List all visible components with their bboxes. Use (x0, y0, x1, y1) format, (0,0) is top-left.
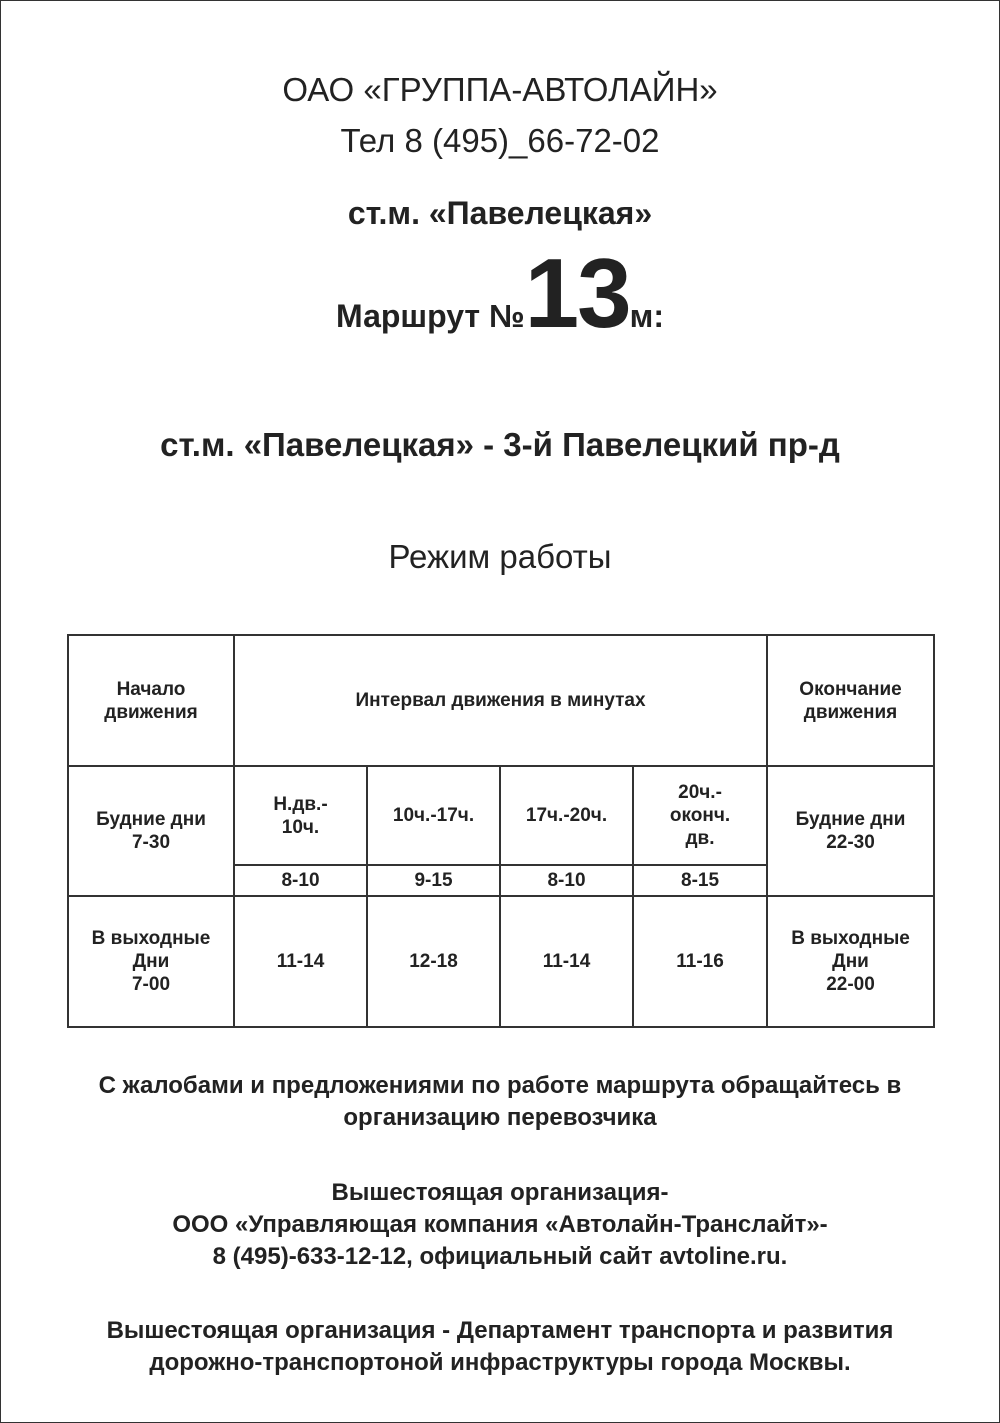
weekday-end-line: 22-30 (826, 832, 875, 853)
period-line: дв. (685, 828, 715, 849)
weekend-end-line: В выходные (791, 928, 910, 949)
company-phone: Тел 8 (495)_66-72-02 (340, 122, 660, 159)
weekend-row (68, 896, 934, 1027)
route-number: 13 (524, 238, 630, 348)
notice-line: 8 (495)-633-12-12, официальный сайт avtoline.ru. (212, 1243, 788, 1270)
period-cell (633, 766, 767, 865)
weekend-start-cell (68, 896, 234, 1027)
weekend-interval-cell: 11-14 (234, 896, 367, 1027)
metro-station: ст.м. «Павелецкая» (347, 195, 653, 231)
interval-header-cell: Интервал движения в минутах (234, 635, 767, 766)
weekday-interval-cell: 8-10 (234, 865, 367, 896)
weekday-interval-cell: 9-15 (367, 865, 500, 896)
notice-line: Вышестоящая организация- (331, 1179, 669, 1206)
company-name: ОАО «ГРУППА-АВТОЛАЙН» (282, 71, 718, 108)
weekday-start-line: Будние дни (96, 809, 206, 830)
route-heading (0, 238, 1000, 348)
complaints-notice (0, 1070, 1000, 1134)
period-line: 10ч. (281, 816, 320, 838)
department-notice (0, 1315, 1000, 1379)
weekday-end-cell (767, 766, 934, 896)
weekday-start-line: 7-30 (131, 832, 171, 853)
end-header-cell (767, 635, 934, 766)
period-line: 20ч.- (678, 782, 722, 803)
period-cell (234, 766, 367, 865)
weekday-start-cell (68, 766, 234, 896)
notice-line: дорожно-транспортоной инфраструктуры города Москвы. (149, 1349, 851, 1376)
weekend-start-line: 7-00 (131, 974, 171, 995)
start-header-line: Начало (116, 678, 186, 700)
notice-line: организацию перевозчика (343, 1104, 657, 1131)
weekday-end-line: Будние дни (795, 809, 906, 830)
notice-line: ООО «Управляющая компания «Автолайн-Транслайт»- (172, 1211, 828, 1238)
schedule-title: Режим работы (388, 538, 612, 575)
end-header-line: движения (803, 701, 898, 723)
weekend-end-cell (767, 896, 934, 1027)
schedule-table (67, 634, 935, 1028)
weekend-start-line: Дни (132, 951, 170, 972)
route-description: ст.м. «Павелецкая» - 3-й Павелецкий пр-д (160, 426, 840, 463)
route-label: Маршрут № (336, 298, 525, 334)
weekend-interval-cell: 11-14 (500, 896, 633, 1027)
weekend-end-line: 22-00 (826, 974, 875, 995)
superior-organization-notice (0, 1177, 1000, 1273)
weekend-end-line: Дни (832, 951, 869, 972)
period-cell (367, 766, 500, 865)
notice-line: Вышестоящая организация - Департамент транспорта и развития (106, 1317, 894, 1344)
start-header-line: движения (104, 701, 198, 723)
weekday-interval-cell: 8-10 (500, 865, 633, 896)
period-line: 10ч.-17ч. (392, 805, 475, 826)
period-line: оконч. (669, 805, 731, 826)
end-header-line: Окончание (799, 678, 902, 700)
weekend-interval-cell: 12-18 (367, 896, 500, 1027)
weekend-interval-cell: 11-16 (633, 896, 767, 1027)
period-row (68, 766, 934, 865)
start-header-cell (68, 635, 234, 766)
period-line: 17ч.-20ч. (525, 805, 608, 826)
route-suffix: м: (629, 298, 664, 334)
weekend-start-line: В выходные (91, 928, 211, 949)
notice-line: С жалобами и предложениями по работе маршрута обращайтесь в (98, 1072, 902, 1099)
period-cell (500, 766, 633, 865)
weekday-interval-cell: 8-15 (633, 865, 767, 896)
table-header-row (68, 635, 934, 766)
period-line: Н.дв.- (273, 793, 328, 815)
